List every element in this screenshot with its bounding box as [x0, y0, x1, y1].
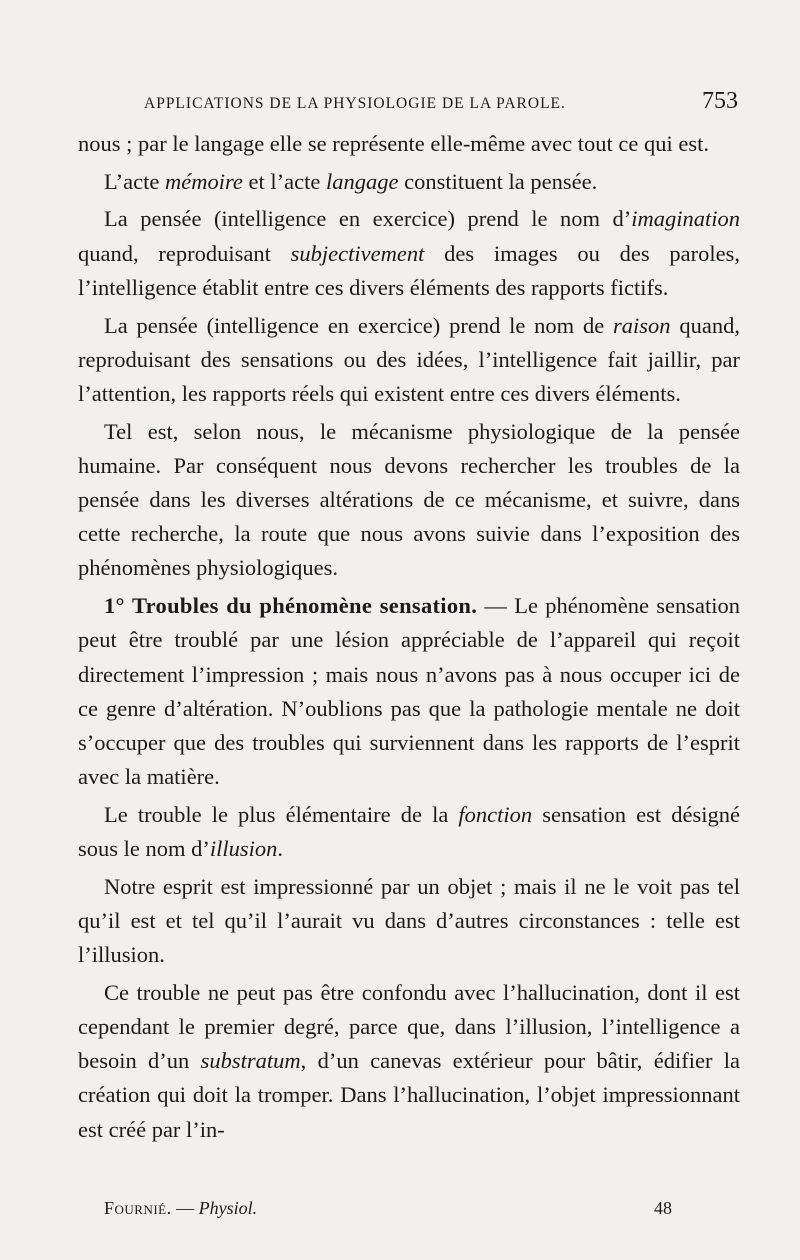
footer-author: Fournié.: [104, 1198, 172, 1218]
page-number: 753: [702, 88, 738, 114]
signature-mark: 48: [654, 1198, 672, 1218]
body-text: [78, 127, 740, 1147]
footer-credit: [104, 1198, 257, 1219]
italic-term: imagination: [631, 206, 740, 232]
section-heading: 1° Troubles du phénomène sensation.: [104, 593, 478, 619]
italic-term: fonction: [458, 801, 533, 827]
italic-term: illusion: [209, 836, 278, 862]
paragraph: Notre esprit est impressionné par un objet ; mais il ne le voit pas tel qu’il est et tel qu’il l’aurait vu dans d’autres circonstances : telle est l’illusion.: [78, 873, 740, 968]
italic-term: langage: [326, 168, 399, 194]
paragraph: Le trouble le plus élémentaire de la fonction sensation est désigné sous le nom d’illusion.: [78, 801, 740, 862]
paragraph: Ce trouble ne peut pas être confondu avec l’hallucination, dont il est cependant le premier degré, parce que, dans l’illusion, l’intelligence a besoin d’un substratum, d’un canevas extérieur pour bâtir, édifier la création qui doit la tromper. Dans l’hallucination, l’objet impressionnant est créé par l’in-: [78, 979, 740, 1142]
italic-term: subjectivement: [290, 240, 425, 266]
paragraph: 1° Troubles du phénomène sensation. — Le phénomène sensation peut être troublé par une lésion appréciable de l’appareil qui reçoit directement l’impression ; mais nous n’avons pas à nous occuper ici de ce genre d’altération. N’oublions pas que la pathologie mentale ne doit s’occuper que des troubles qui surviennent dans les rapports de l’esprit avec la matière.: [78, 593, 740, 790]
italic-term: mémoire: [165, 168, 243, 194]
paragraph: La pensée (intelligence en exercice) prend le nom d’imagination quand, reproduisant subjectivement des images ou des paroles, l’intelligence établit entre ces divers éléments des rapports fictifs.: [78, 206, 740, 300]
running-title: APPLICATIONS DE LA PHYSIOLOGIE DE LA PAROLE.: [144, 95, 566, 112]
page-footer: [104, 1198, 672, 1219]
paragraph: L’acte mémoire et l’acte langage constituent la pensée.: [104, 168, 598, 194]
paragraph: nous ; par le langage elle se représente elle-même avec tout ce qui est.: [78, 131, 709, 156]
italic-term: raison: [613, 312, 671, 338]
paragraph: Tel est, selon nous, le mécanisme physiologique de la pensée humaine. Par conséquent nous devons rechercher les troubles de la pensée dans les diverses altérations de ce mécanisme, et suivre, dans cette recherche, la route que nous avons suivie dans l’exposition des phénomènes physiologiques.: [78, 418, 740, 581]
footer-book: Physiol.: [198, 1198, 258, 1218]
footer-separator: —: [171, 1198, 199, 1218]
page-header: [78, 88, 738, 115]
italic-term: substratum: [200, 1048, 301, 1074]
paragraph: La pensée (intelligence en exercice) prend le nom de raison quand, reproduisant des sensations ou des idées, l’intelligence fait jaillir, par l’attention, les rapports réels qui existent entre ces divers éléments.: [78, 312, 740, 406]
